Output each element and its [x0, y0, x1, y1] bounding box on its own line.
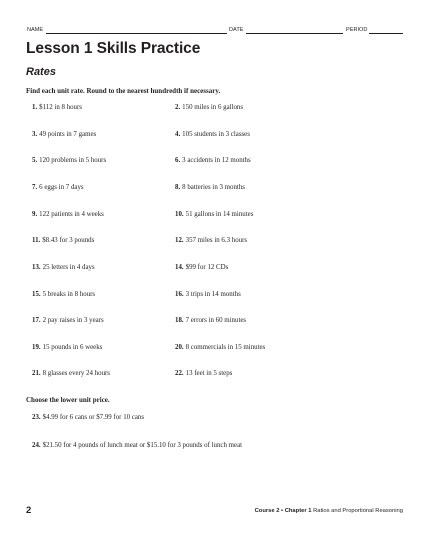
problem-item — [32, 104, 82, 111]
footer-bullet: • — [281, 508, 284, 514]
problem-number: 9. — [32, 211, 38, 218]
problem-item — [32, 131, 96, 138]
name-field-line[interactable] — [46, 33, 227, 34]
problem-text: 357 miles in 6.3 hours — [185, 237, 248, 244]
problem-item — [175, 264, 228, 271]
problem-text: 25 letters in 4 days — [42, 264, 95, 271]
course-name: Course 2 — [254, 508, 280, 514]
problem-number: 2. — [175, 104, 181, 111]
problem-number: 19. — [32, 344, 41, 351]
problem-text: 3 accidents in 12 months — [182, 157, 251, 164]
problem-text: 13 feet in 5 steps — [185, 370, 233, 377]
problem-number: 8. — [175, 184, 181, 191]
problem-text: 7 errors in 60 minutes — [185, 317, 247, 324]
problem-item — [32, 211, 104, 218]
problem-text: 2 pay raises in 3 years — [42, 317, 104, 324]
chapter-number: Chapter 1 — [284, 508, 312, 514]
problem-text: $8.43 for 3 pounds — [42, 237, 95, 244]
problem-number: 12. — [175, 237, 184, 244]
problem-item — [32, 291, 95, 298]
problem-text: 8 batteries in 3 months — [182, 184, 245, 191]
price-problem-item — [32, 442, 242, 449]
problem-number: 14. — [175, 264, 184, 271]
date-field-line[interactable] — [246, 33, 343, 34]
problem-text: $4.99 for 6 cans or $7.99 for 10 cans — [42, 414, 145, 421]
problem-number: 21. — [32, 370, 41, 377]
period-field-line[interactable] — [369, 33, 403, 34]
problem-number: 15. — [32, 291, 41, 298]
problem-item — [175, 157, 251, 164]
date-label: DATE — [229, 27, 244, 33]
problem-text: 3 trips in 14 months — [185, 291, 241, 298]
period-label: PERIOD — [346, 27, 368, 33]
problem-number: 20. — [175, 344, 184, 351]
problem-text: 49 points in 7 games — [39, 131, 97, 138]
price-problem-item — [32, 414, 144, 421]
problem-number: 7. — [32, 184, 38, 191]
problem-item — [32, 184, 84, 191]
problem-number: 4. — [175, 131, 181, 138]
page-number: 2 — [26, 505, 32, 516]
name-label: NAME — [27, 27, 44, 33]
problem-item — [32, 317, 104, 324]
problem-item — [32, 370, 110, 377]
section-subtitle: Rates — [26, 66, 56, 78]
problem-number: 18. — [175, 317, 184, 324]
chapter-title: Ratios and Proportional Reasoning — [313, 508, 403, 514]
lesson-title: Lesson 1 Skills Practice — [26, 40, 201, 57]
problem-item — [32, 344, 102, 351]
problem-text: 120 problems in 5 hours — [39, 157, 107, 164]
problem-text: 15 pounds in 6 weeks — [42, 344, 103, 351]
problem-number: 6. — [175, 157, 181, 164]
problem-number: 22. — [175, 370, 184, 377]
problem-item — [32, 237, 94, 244]
problem-item — [175, 104, 243, 111]
problem-number: 5. — [32, 157, 38, 164]
problem-text: 8 glasses every 24 hours — [42, 370, 110, 377]
problem-text: $99 for 12 CDs — [185, 264, 229, 271]
problem-item — [175, 344, 265, 351]
problem-item — [175, 317, 246, 324]
problem-text: 51 gallons in 14 minutes — [185, 211, 254, 218]
lower-price-instructions: Choose the lower unit price. — [26, 396, 110, 404]
problem-item — [175, 370, 232, 377]
problem-text: 5 breaks in 8 hours — [42, 291, 96, 298]
problem-item — [175, 291, 241, 298]
problem-number: 17. — [32, 317, 41, 324]
problem-number: 13. — [32, 264, 41, 271]
problem-text: 150 miles in 6 gallons — [182, 104, 244, 111]
problem-number: 10. — [175, 211, 184, 218]
unit-rate-instructions: Find each unit rate. Round to the nearest hundredth if necessary. — [26, 87, 221, 95]
problem-text: 105 students in 3 classes — [182, 131, 250, 138]
problem-text: 8 commercials in 15 minutes — [185, 344, 266, 351]
problem-text: 122 patients in 4 weeks — [39, 211, 104, 218]
problem-item — [175, 237, 247, 244]
problem-item — [32, 264, 95, 271]
course-footer — [255, 508, 403, 514]
problem-text: $112 in 8 hours — [39, 104, 82, 111]
problem-item — [175, 131, 250, 138]
problem-number: 23. — [32, 414, 41, 421]
problem-text: $21.50 for 4 pounds of lunch meat or $15.10 for 3 pounds of lunch meat — [42, 442, 243, 449]
problem-item — [175, 184, 245, 191]
problem-item — [32, 157, 106, 164]
problem-item — [175, 211, 253, 218]
problem-number: 11. — [32, 237, 41, 244]
problem-number: 1. — [32, 104, 38, 111]
problem-number: 16. — [175, 291, 184, 298]
problem-text: 6 eggs in 7 days — [39, 184, 84, 191]
problem-number: 24. — [32, 442, 41, 449]
problem-number: 3. — [32, 131, 38, 138]
